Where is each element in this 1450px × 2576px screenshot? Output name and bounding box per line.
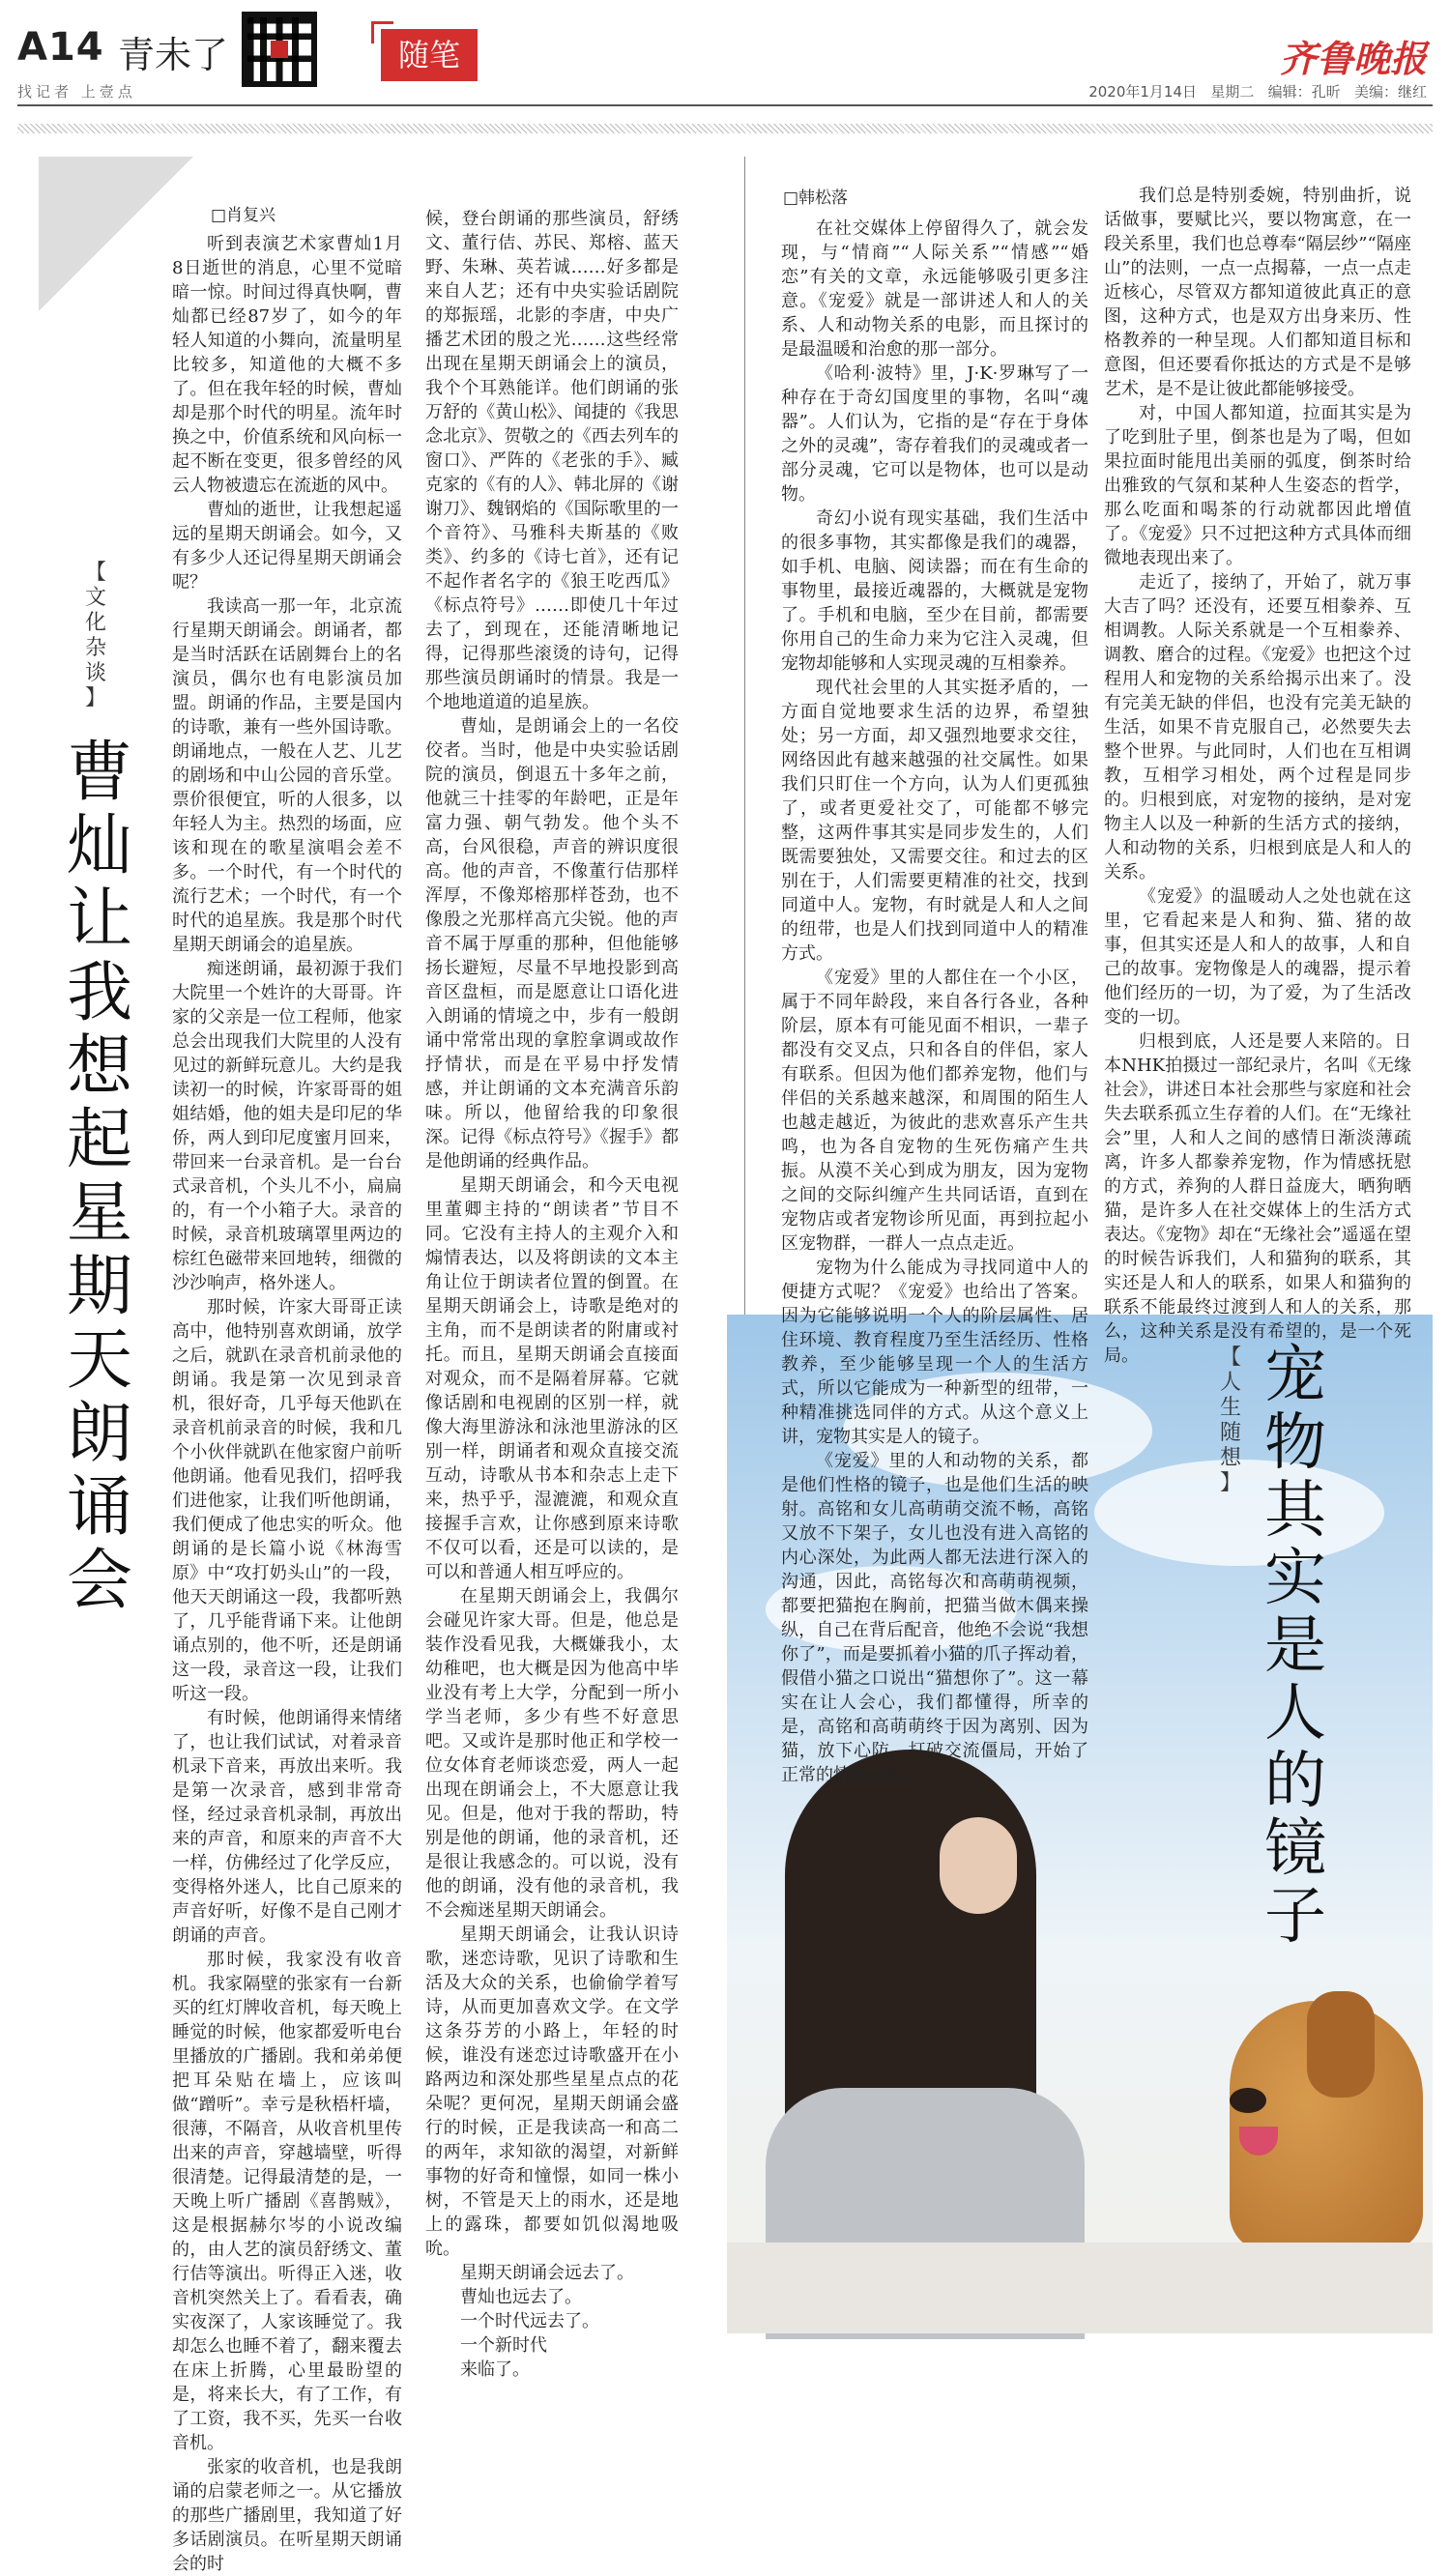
article-pets	[764, 157, 1431, 2312]
article2-kicker: 【 人 生 随 想 】	[1219, 1346, 1241, 1495]
article2-column-1: 在社交媒体上停留得久了，就会发现，与“情商”“人际关系”“情感”“婚恋”有关的文章，永远能够吸引更多注意。《宠爱》就是一部讲述人和人的关系、人和动物关系的电影，而且探讨的是最温暖和治愈的那一部分。 《哈利·波特》里，J·K·罗琳写了一种存在于奇幻国度里的事物，名叫“魂器”。人们认为，它指的是“存在于身体之外的灵魂”，寄存着我们的灵魂或者一部分灵魂，它可以是物体，也可以是动物。 奇幻小说有现实基础，我们生活中的很多事物，其实都像是我们的魂器，如手机、电脑、阅读器；而在有生命的事物里，最接近魂器的，大概就是宠物了。手机和电脑，至少在目前，都需要你用自己的生命力来为它注入灵魂，但宠物却能够和人实现灵魂的互相豢养。 现代社会里的人其实挺矛盾的，一方面自觉地要求生活的边界，希望独处；另一方面，却又强烈地要求交往，网络因此有越来越强的社交属性。如果我们只盯住一个方向，认为人们更孤独了，或者更爱社交了，可能都不够完整，这两件事其实是同步发生的，人们既需要独处，又需要交往。和过去的区别在于，人们需要更精准的社交，找到同道中人。宠物，有时就是人和人之间的纽带，也是人们找到同道中人的精准方式。 《宠爱》里的人都住在一个小区，属于不同年龄段，来自各行各业，各种阶层，原本有可能见面不相识，一辈子都没有交叉点，只和各自的伴侣，家人有联系。但因为他们都养宠物，他们与伴侣的关系越来越深，和周围的陌生人也越走越近，为彼此的悲欢喜乐产生共鸣，也为各自宠物的生死伤痛产生共振。从漠不关心到成为朋友，因为宠物之间的交际纠缠产生共同话语，直到在宠物店或者宠物诊所见面，再到拉起小区宠物群，一群人一点点走近。 宠物为什么能成为寻找同道中人的便捷方式呢？《宠爱》也给出了答案。因为它能够说明一个人的阶层属性、居住环境、教育程度乃至生活经历、性格教养，至少能够呈现一个人的生活方式，所以它能成为一种新型的纽带，一种精准挑选同伴的方式。从这个意义上讲，宠物其实是人的镜子。 《宠爱》里的人和动物的关系，都是他们性格的镜子，也是他们生活的映射。高铭和女儿高萌萌交流不畅，高铭又放不下架子，女儿也没有进入高铭的内心深处，为此两人都无法进行深入的沟通，因此，高铭每次和高萌萌视频，都要把猫抱在胸前，把猫当做木偶来操纵，自己在背后配音，他绝不会说“我想你了”，而是要抓着小猫的爪子挥动着，假借小猫之口说出“猫想你了”。这一幕实在让人会心，我们都懂得，所幸的是，高铭和高萌萌终于因为离别、因为猫，放下心防，打破交流僵局，开始了正常的情感交流。	[781, 218, 1088, 1785]
page-number: A14	[17, 25, 104, 70]
issue-weekday: 星期二	[1210, 83, 1255, 101]
article2-title: 宠 物 其 实 是 人 的 镜 子	[1264, 1340, 1326, 1953]
header-meta	[1088, 81, 1427, 101]
newspaper-logo: 齐鲁晚报	[1279, 37, 1427, 80]
section-name: 青未了	[118, 34, 229, 76]
article2-title-box	[1206, 1340, 1332, 1953]
article1-title: 曹 灿 让 我 想 起 星 期 天 朗 诵 会	[66, 735, 132, 1619]
corner-decoration	[39, 157, 193, 311]
header-subtitle: 找记者 上壹点	[17, 83, 136, 101]
qr-code-icon	[242, 12, 317, 87]
article1-column-1: 听到表演艺术家曹灿1月8日逝世的消息，心里不觉暗暗一惊。时间过得真快啊，曹灿都已经87岁了，如今的年轻人知道的小舞向，流量明星比较多，知道他的大概不多了。但在我年轻的时候，曹灿却是那个时代的明星。流年时换之中，价值系统和风向标一起不断在变更，很多曾经的风云人物被遗忘在流逝的风中。 曹灿的逝世，让我想起遥远的星期天朗诵会。如今，又有多少人还记得星期天朗诵会呢？ 我读高一那一年，北京流行星期天朗诵会。朗诵者，都是当时活跃在话剧舞台上的名演员，偶尔也有电影演员加盟。朗诵的作品，主要是国内的诗歌，兼有一些外国诗歌。朗诵地点，一般在人艺、儿艺的剧场和中山公园的音乐堂。票价很便宜，听的人很多，以年轻人为主。热烈的场面，应该和现在的歌星演唱会差不多。一个时代，有一个时代的流行艺术；一个时代，有一个时代的追星族。我是那个时代星期天朗诵会的追星族。 痴迷朗诵，最初源于我们大院里一个姓许的大哥哥。许家的父亲是一位工程师，他家总会出现我们大院里的人没有见过的新鲜玩意儿。大约是我读初一的时候，许家哥哥的姐姐结婚，他的姐夫是印尼的华侨，两人到印尼度蜜月回来，带回来一台录音机。是一台台式录音机，个头儿不小，扁扁的，有一个小箱子大。录音的时候，录音机玻璃罩里两边的棕红色磁带来回地转，细微的沙沙响声，格外迷人。 那时候，许家大哥哥正读高中，他特别喜欢朗诵，放学之后，就趴在录音机前录他的朗诵。我是第一次见到录音机，很好奇，几乎每天他趴在录音机前录音的时候，我和几个小伙伴就趴在他家窗户前听他朗诵。他看见我们，招呼我们进他家，让我们听他朗诵，我们便成了他忠实的听众。他朗诵的是长篇小说《林海雪原》中“攻打奶头山”的一段，他天天朗诵这一段，我都听熟了，几乎能背诵下来。让他朗诵点别的，他不听，还是朗诵这一段，录音这一段，让我们听这一段。 有时候，他朗诵得来情绪了，也让我们试试，对着录音机录下音来，再放出来听。我是第一次录音，感到非常奇怪，经过录音机录制，再放出来的声音，和原来的声音不大一样，仿佛经过了化学反应，变得格外迷人，比自己原来的声音好听，好像不是自己刚才朗诵的声音。 那时候，我家没有收音机。我家隔壁的张家有一台新买的红灯牌收音机，每天晚上睡觉的时候，他家都爱听电台里播放的广播剧。我和弟弟便把耳朵贴在墙上，应该叫做“蹭听”。幸亏是秋梧杆墙，很薄，不隔音，从收音机里传出来的声音，穿越墙壁，听得很清楚。记得最清楚的是，一天晚上听广播剧《喜鹊贼》，这是根据赫尔岑的小说改编的，由人艺的演员舒绣文、董行佶等演出。听得正入迷，收音机突然关上了。看看表，确实夜深了，人家该睡觉了。我却怎么也睡不着了，翻来覆去在床上折腾，心里最盼望的是，将来长大，有了工作，有了工资，我不买，先买一台收音机。 张家的收音机，也是我朗诵的启蒙老师之一。从它播放的那些广播剧里，我知道了好多话剧演员。在听星期天朗诵会的时	[172, 234, 402, 2574]
article2-byline: □韩松落	[783, 188, 849, 208]
page-header	[0, 0, 1450, 126]
article1-kicker: 【 文 化 杂 谈 】	[84, 561, 106, 710]
header-rule	[17, 104, 1433, 106]
issue-date: 2020年1月14日	[1088, 83, 1198, 101]
article1-column-2: 候，登台朗诵的那些演员，舒绣文、董行佶、苏民、郑榕、蓝天野、朱琳、英若诚……好多都是来自人艺；还有中央实验话剧院的郑振瑶，北影的李唐，中央广播艺术团的殷之光……这些经常出现在星期天朗诵会上的演员，我个个耳熟能详。他们朗诵的张万舒的《黄山松》、闻捷的《我思念北京》、贺敬之的《西去列车的窗口》、严阵的《老张的手》、臧克家的《有的人》、韩北屏的《谢谢刀》、魏钢焰的《国际歌里的一个音符》、马雅科夫斯基的《败类》、约多的《诗七首》，还有记不起作者名字的《狼王吃西瓜》《标点符号》……即使几十年过去了，到现在，还能清晰地记得，记得那些滚烫的诗句，记得那些演员朗诵时的情景。我是一个地地道道的追星族。 曹灿，是朗诵会上的一名佼佼者。当时，他是中央实验话剧院的演员，倒退五十多年之前，他就三十挂零的年龄吧，正是年富力强、朝气勃发。他个头不高，台风很稳，声音的辨识度很高。他的声音，不像董行佶那样浑厚，不像郑榕那样苍劲，也不像殷之光那样高亢尖锐。他的声音不属于厚重的那种，但他能够扬长避短，尽量不早地投影到高音区盘桓，而是愿意让口语化进入朗诵的情境之中，步有一般朗诵中常常出现的拿腔拿调或故作抒情状，而是在平易中抒发情感，并让朗诵的文本充满音乐韵味。所以，他留给我的印象很深。记得《标点符号》《握手》都是他朗诵的经典作品。 星期天朗诵会，和今天电视里董卿主持的“朗读者”节目不同。它没有主持人的主观介入和煽情表达，以及将朗读的文本主角让位于朗读者位置的倒置。在星期天朗诵会上，诗歌是绝对的主角，而不是朗读者的附庸或衬托。而且，星期天朗诵会直接面对观众，而不是隔着屏幕。它就像话剧和电视剧的区别一样，就像大海里游泳和泳池里游泳的区别一样，朗诵者和观众直接交流互动，诗歌从书本和杂志上走下来，热乎乎，湿漉漉，和观众直接握手言欢，让你感到原来诗歌不仅可以看，还是可以读的，是可以和普通人相互呼应的。 在星期天朗诵会上，我偶尔会碰见许家大哥。但是，他总是装作没看见我，大概嫌我小，太幼稚吧，也大概是因为他高中毕业没有考上大学，分配到一所小学当老师，多少有些不好意思吧。又或许是那时他正和学校一位女体育老师谈恋爱，两人一起出现在朗诵会上，不大愿意让我见。但是，他对于我的帮助，特别是他的朗诵，他的录音机，还是很让我感念的。可以说，没有他的朗诵，没有他的录音机，我不会痴迷星期天朗诵会。 星期天朗诵会，让我认识诗歌，迷恋诗歌，见识了诗歌和生活及大众的关系，也偷偷学着写诗，从而更加喜欢文学。在文学这条芬芳的小路上，年轻的时候，谁没有迷恋过诗歌盛开在小路两边和深处那些星星点点的花朵呢？更何况，星期天朗诵会盛行的时候，正是我读高一和高二的两年，求知欲的渴望，对新鲜事物的好奇和憧憬，如同一株小树，不管是天上的雨水，还是地上的露珠，都要如饥似渴地吸吮。 星期天朗诵会远去了。 曹灿也远去了。 一个时代远去了。 一个新时代 来临了。	[425, 209, 679, 2380]
designer-credit: 美编：继红	[1353, 83, 1427, 101]
article2-column-2: 我们总是特别委婉，特别曲折，说话做事，要赋比兴，要以物寓意，在一段关系里，我们也总尊奉“隔层纱”“隔座山”的法则，一点一点揭幕，一点一点走近核心，尽管双方都知道彼此真正的意图，这种方式，也是双方出身来历、性格教养的一种呈现。人们都知道目标和意图，但还要看你抵达的方式是不是够艺术，是不是让彼此都能够接受。 对，中国人都知道，拉面其实是为了吃到肚子里，倒茶也是为了喝，但如果拉面时能甩出美丽的弧度，倒茶时给出雅致的气氛和某种人生姿态的哲学，那么吃面和喝茶的行动就都因此增值了。《宠爱》只不过把这种方式具体而细微地表现出来了。 走近了，接纳了，开始了，就万事大吉了吗？还没有，还要互相豢养、互相调教。人际关系就是一个互相豢养、调教、磨合的过程。《宠爱》也把这个过程用人和宠物的关系给揭示出来了。没有完美无缺的伴侣，也没有完美无缺的生活，如果不肯克服自己，必然要失去整个世界。与此同时，人们也在互相调教，互相学习相处，两个过程是同步的。归根到底，对宠物的接纳，是对宠物主人以及一种新的生活方式的接纳，人和动物的关系，归根到底是人和人的关系。 《宠爱》的温暖动人之处也就在这里，它看起来是人和狗、猫、猪的故事，但其实还是人和人的故事，人和自己的故事。宠物像是人的魂器，提示着他们经历的一切，为了爱，为了生活改变的一切。 归根到底，人还是要人来陪的。日本NHK拍摄过一部纪录片，名叫《无缘社会》，讲述日本社会那些与家庭和社会失去联系孤立生存着的人们。在“无缘社会”里，人和人之间的感情日渐淡薄疏离，许多人都豢养宠物，作为情感抚慰的方式，养狗的人群日益庞大，晒狗晒猫，是许多人在社交媒体上的生活方式表达。《宠物》却在“无缘社会”遥遥在望的时候告诉我们，人和猫狗的联系，其实还是人和人的联系，如果人和猫狗的联系不能最终过渡到人和人的关系，那么，这种关系是没有希望的，是一个死局。	[1104, 186, 1411, 1366]
header-hatch	[17, 124, 1433, 133]
article-caocan	[39, 157, 686, 2574]
editor-credit: 编辑：孔昕	[1267, 83, 1341, 101]
article1-byline: □肖复兴	[211, 206, 276, 225]
column-tag: 随笔	[381, 29, 478, 81]
